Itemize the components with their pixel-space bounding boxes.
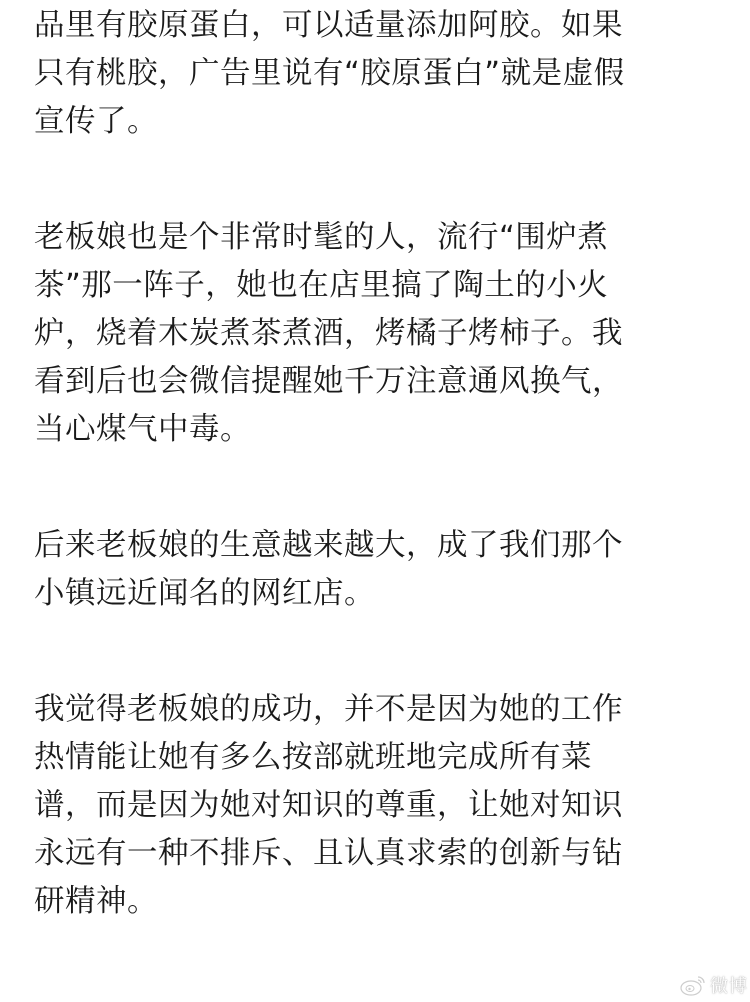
paragraph-1 [34,2,625,146]
weibo-logo-icon [680,974,706,996]
weibo-watermark [680,972,748,998]
text-line: 只有桃胶，广告里说有“胶原蛋白”就是虚假 [34,56,625,91]
text-line: 后来老板娘的生意越来越大，成了我们那个 [34,528,623,563]
text-line: 宣传了。 [34,104,158,139]
text-line: 热情能让她有多么按部就班地完成所有菜 [34,740,592,775]
paragraph-2 [34,214,623,454]
paragraph-4 [34,686,623,926]
text-line: 品里有胶原蛋白，可以适量添加阿胶。如果 [34,8,623,43]
text-line: 研精神。 [34,884,158,919]
paragraph-3 [34,522,623,618]
text-line: 炉，烧着木炭煮茶煮酒，烤橘子烤柿子。我 [34,316,623,351]
text-line: 谱，而是因为她对知识的尊重，让她对知识 [34,788,623,823]
text-line: 永远有一种不排斥、且认真求索的创新与钻 [34,836,623,871]
text-line: 老板娘也是个非常时髦的人，流行“围炉煮 [34,220,609,255]
text-line: 看到后也会微信提醒她千万注意通风换气， [34,364,623,399]
text-line: 小镇远近闻名的网红店。 [34,576,375,611]
watermark-text: 微博 [710,976,748,997]
text-line: 我觉得老板娘的成功，并不是因为她的工作 [34,692,623,727]
text-line: 茶”那一阵子，她也在店里搞了陶土的小火 [34,268,609,303]
text-line: 当心煤气中毒。 [34,412,251,447]
